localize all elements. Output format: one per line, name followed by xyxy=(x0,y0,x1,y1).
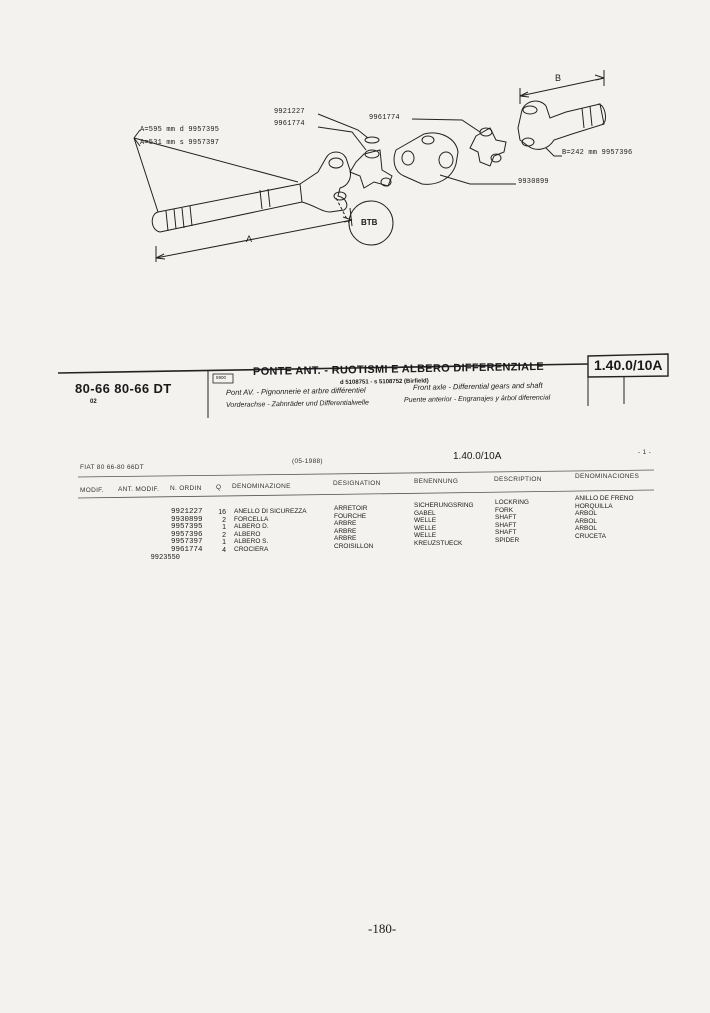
col-ant-modif: ANT. MODIF. xyxy=(118,486,160,493)
table-cell: SHAFT xyxy=(495,529,517,537)
callout-9930899: 9930899 xyxy=(518,178,549,186)
table-cell: 9957396 xyxy=(171,530,203,539)
col-q: Q xyxy=(216,484,222,491)
col-description: DESCRIPTION xyxy=(494,476,542,483)
table-cell: 1 xyxy=(222,524,226,532)
title-spanish: Puente anterior - Engranajes y árbol diferencial xyxy=(403,394,551,404)
callout-9921227: 9921227 xyxy=(274,108,305,116)
table-cell: LOCKRING xyxy=(495,499,529,506)
model-code: 02 xyxy=(90,399,97,405)
table-cell: 16 xyxy=(218,509,226,516)
table-cell: SPIDER xyxy=(495,536,520,544)
btb-label: BTB xyxy=(361,218,378,227)
table-cell: 9923550 xyxy=(150,553,180,562)
table-cell: CROISILLON xyxy=(334,542,374,550)
table-cell: WELLE xyxy=(414,532,437,540)
table-cell: 9961774 xyxy=(171,545,203,554)
parts-page-no: - 1 - xyxy=(638,449,652,456)
table-cell: WELLE xyxy=(414,524,437,532)
callout-9961774-left: 9961774 xyxy=(274,120,305,128)
table-cell: FORCELLA xyxy=(234,515,269,523)
parts-date: (05-1988) xyxy=(292,458,323,465)
table-cell: ANELLO DI SICUREZZA xyxy=(234,508,307,515)
title-french: Pont AV. - Pignonnerie et arbre différentiel xyxy=(225,385,366,397)
parts-model: FIAT 80 66-80 66DT xyxy=(80,464,145,471)
parts-ref: 1.40.0/10A xyxy=(453,451,502,462)
table-cell: ARBRE xyxy=(334,535,357,543)
column-french xyxy=(334,505,373,551)
table-cell: FOURCHE xyxy=(334,512,367,520)
table-cell: SHAFT xyxy=(495,521,517,529)
col-denominaciones: DENOMINACIONES xyxy=(575,473,640,480)
table-cell: SICHERUNGSRING xyxy=(414,502,474,509)
col-benennung: BENENNUNG xyxy=(414,478,459,485)
col-modif: MODIF. xyxy=(80,487,104,494)
table-cell: 4 xyxy=(222,546,226,554)
table-cell: CROCIERA xyxy=(234,545,269,553)
table-cell: 9957395 xyxy=(171,523,203,532)
dimension-a-label: A xyxy=(246,234,253,244)
label-b242: B=242 mm 9957396 xyxy=(562,149,633,157)
table-cell: 1 xyxy=(222,539,226,547)
column-part-numbers xyxy=(171,509,211,555)
column-spanish xyxy=(575,495,634,541)
table-cell: KREUZSTUECK xyxy=(414,539,463,547)
table-cell: ARBOL xyxy=(575,525,598,533)
table-cell: GABEL xyxy=(414,509,436,517)
table-cell: 9921227 xyxy=(171,508,203,516)
model-badge: 80-66 80-66 DT xyxy=(75,381,172,396)
table-cell: ARRETOIR xyxy=(334,505,368,512)
table-cell: ALBERO D. xyxy=(234,523,269,531)
table-cell: ARBRE xyxy=(334,527,357,535)
table-cell: ALBERO S. xyxy=(234,538,269,546)
callout-9961774-right: 9961774 xyxy=(369,114,400,122)
logo-code: 5900 xyxy=(216,375,227,380)
table-cell: FORK xyxy=(495,506,514,514)
table-cell: SHAFT xyxy=(495,514,517,522)
table-cell: ARBOL xyxy=(575,510,598,518)
table-cell: 9930899 xyxy=(171,515,203,524)
col-n-ordin: N. ORDIN xyxy=(170,485,202,492)
table-cell: ARBRE xyxy=(334,520,357,528)
column-italian xyxy=(234,508,307,554)
title-italian: PONTE ANT. - RUOTISMI E ALBERO DIFFERENZIALE xyxy=(252,360,545,378)
dimension-b-label: B xyxy=(555,73,562,83)
title-english: Front axle - Differential gears and shaft xyxy=(412,380,543,392)
table-cell: HORQUILLA xyxy=(575,502,613,510)
table-cell: 2 xyxy=(222,531,226,539)
serial-range: d 5108751 - s 5108752 (Birfield) xyxy=(339,378,429,386)
table-cell: CRUCETA xyxy=(575,532,606,540)
col-designation: DESIGNATION xyxy=(333,480,381,487)
label-a531: A=531 mm s 9957397 xyxy=(140,139,220,147)
table-cell: ARBOL xyxy=(575,517,598,525)
label-a595: A=595 mm d 9957395 xyxy=(140,126,220,134)
page-reference: 1.40.0/10A xyxy=(594,357,663,373)
table-cell: 2 xyxy=(222,516,226,524)
column-english xyxy=(495,499,529,545)
column-german xyxy=(414,502,474,548)
column-quantities xyxy=(214,509,226,555)
title-german: Vorderachse - Zahnräder und Differentialwelle xyxy=(225,399,369,409)
table-cell: 9957397 xyxy=(171,538,203,547)
table-cell: ALBERO xyxy=(234,530,261,538)
table-cell: WELLE xyxy=(414,517,437,525)
col-denominazione: DENOMINAZIONE xyxy=(232,483,291,490)
table-cell: ANILLO DE FRENO xyxy=(575,495,634,502)
page-number: -180- xyxy=(368,921,397,936)
